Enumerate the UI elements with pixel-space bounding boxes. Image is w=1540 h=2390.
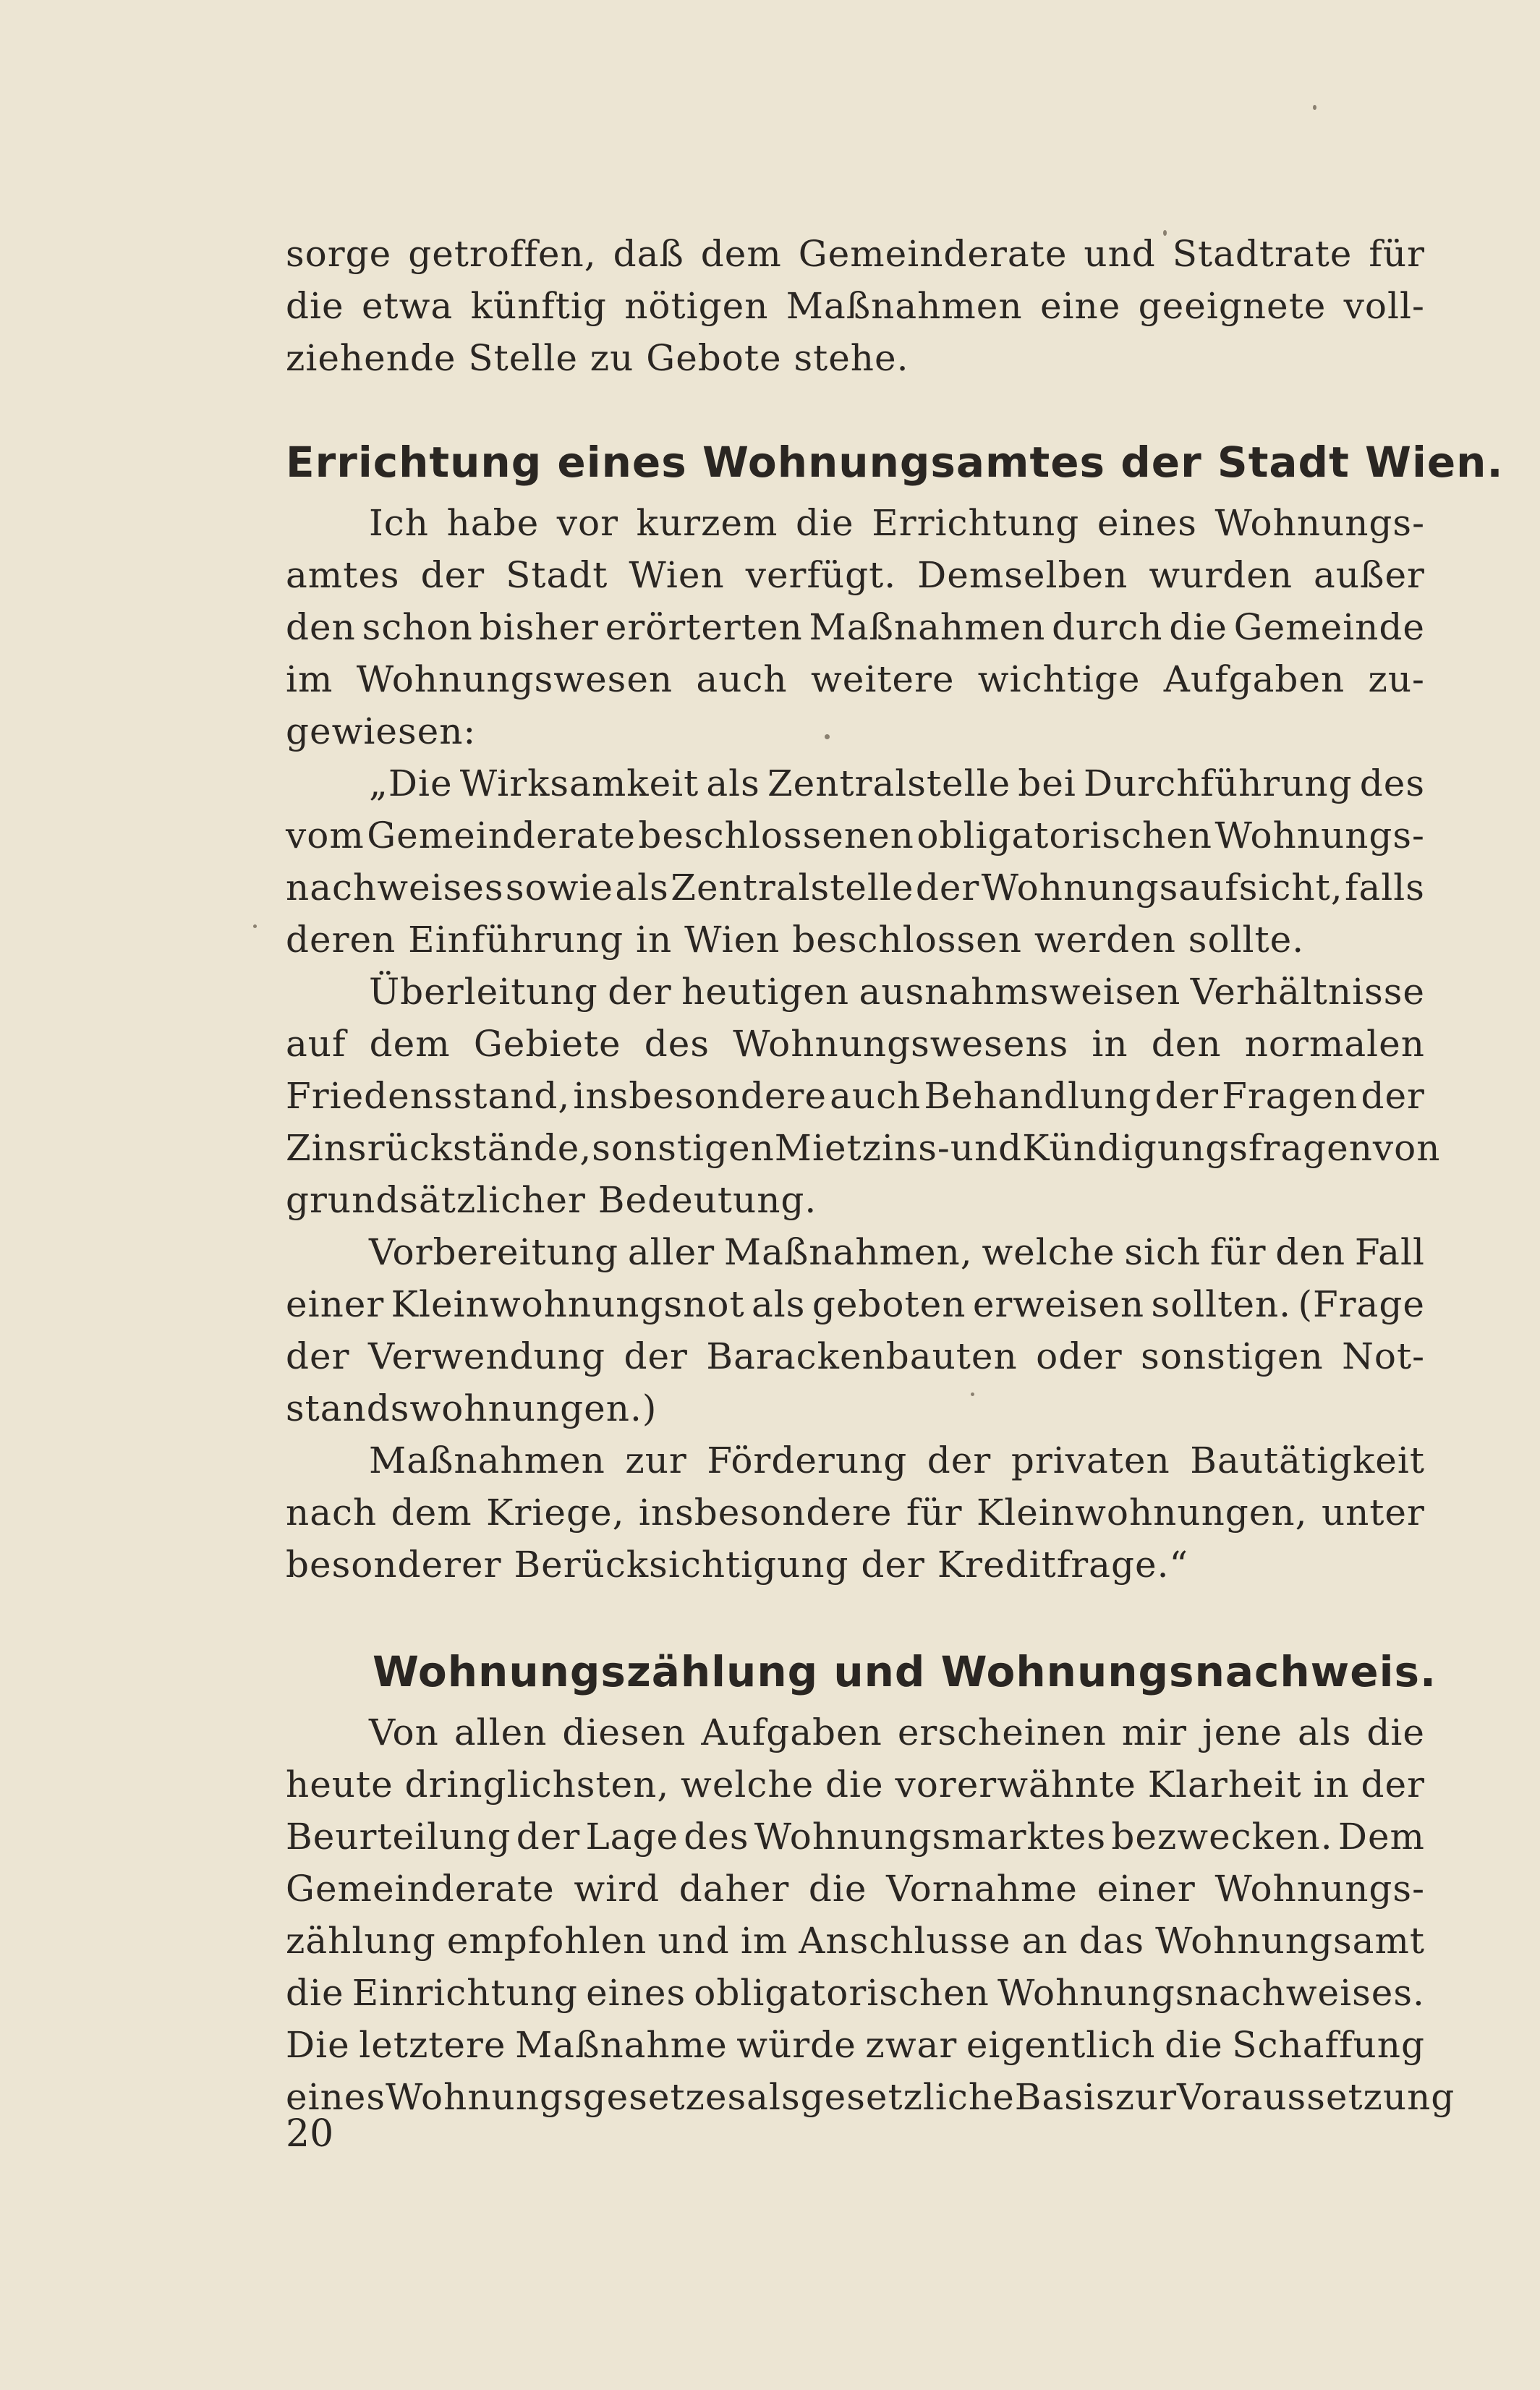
word: von	[1372, 1127, 1441, 1169]
word: zur	[1115, 2076, 1178, 2118]
word: Wohnungswesen	[356, 658, 673, 700]
text-line	[286, 1070, 1425, 1122]
word: mir	[1121, 1711, 1188, 1753]
word: Gemeinderate	[367, 815, 636, 856]
text-line	[286, 601, 1425, 653]
text-line	[286, 809, 1425, 862]
word: normalen	[1244, 1023, 1425, 1065]
word: welche	[982, 1231, 1115, 1273]
word: für	[906, 1492, 963, 1534]
word: und	[950, 1127, 1023, 1169]
word: den	[1275, 1231, 1346, 1273]
word: Maßnahme	[515, 2024, 728, 2066]
word: daß	[613, 233, 684, 275]
word: eines	[286, 2076, 386, 2118]
text-line: deren Einführung in Wien beschlossen werden sollte.	[286, 919, 1305, 961]
word: Die	[286, 2024, 350, 2066]
word: schon	[362, 606, 473, 648]
word: der	[1361, 1075, 1425, 1117]
paragraph-5	[286, 1226, 1425, 1434]
paragraph-2	[286, 497, 1425, 757]
word: der	[1361, 1764, 1425, 1806]
word: Schaffung	[1232, 2024, 1425, 2066]
word: allen	[454, 1711, 548, 1753]
text-line	[286, 2019, 1425, 2071]
word: Wohnungsaufsicht,	[981, 867, 1343, 909]
text-line	[286, 497, 1425, 549]
word: dringlichsten,	[404, 1764, 670, 1806]
word: für	[1209, 1231, 1267, 1273]
word: insbesondere	[573, 1075, 827, 1117]
text-line	[286, 1226, 1425, 1278]
word: Maßnahmen,	[723, 1231, 973, 1273]
word: falls	[1344, 867, 1425, 909]
word: im	[740, 1920, 788, 1962]
word: diesen	[562, 1711, 686, 1753]
word: in	[1092, 1023, 1128, 1065]
word: für	[1369, 233, 1425, 275]
word: kurzem	[636, 502, 778, 544]
word: an	[1021, 1920, 1068, 1962]
word: jene	[1202, 1711, 1282, 1753]
text-line	[286, 1759, 1425, 1811]
word: als	[746, 2076, 801, 2118]
word: Überleitung	[369, 971, 598, 1013]
text-line	[286, 1967, 1425, 2019]
word: Fragen	[1222, 1075, 1358, 1117]
word: den	[286, 606, 356, 648]
word: des	[644, 1023, 710, 1065]
word: Klarheit	[1147, 1764, 1302, 1806]
word: vor	[556, 502, 619, 544]
word: eines	[586, 1972, 686, 2014]
word: Bautätigkeit	[1190, 1439, 1425, 1481]
word: empfohlen	[446, 1920, 647, 1962]
word: als	[706, 762, 760, 804]
word: und	[658, 1920, 730, 1962]
word: die	[1169, 606, 1228, 648]
word: Wohnungsamt	[1155, 1920, 1425, 1962]
word: die	[1366, 1711, 1425, 1753]
word: habe	[446, 502, 540, 544]
word: etwa	[361, 285, 454, 327]
text-line	[286, 280, 1425, 332]
text-line: gewiesen:	[286, 710, 477, 752]
word: getroffen,	[408, 233, 597, 275]
paper-speck	[1313, 105, 1316, 110]
word: erscheinen	[897, 1711, 1107, 1753]
word: Vornahme	[886, 1868, 1078, 1910]
word: dem	[391, 1492, 472, 1534]
paper-speck	[825, 734, 830, 739]
word: sowie	[505, 867, 614, 909]
word: vom	[286, 815, 365, 856]
text-line: standswohnungen.)	[286, 1387, 658, 1429]
word: der	[624, 1335, 688, 1377]
word: Friedensstand,	[286, 1075, 571, 1117]
word: außer	[1314, 554, 1425, 596]
word: nötigen	[624, 285, 769, 327]
word: (Frage	[1298, 1283, 1425, 1325]
text-line	[286, 757, 1425, 809]
word: Fall	[1354, 1231, 1425, 1273]
word: Stadtrate	[1172, 233, 1353, 275]
word: Kriege,	[486, 1492, 625, 1534]
word: unter	[1321, 1492, 1425, 1534]
word: amtes	[286, 554, 400, 596]
text-line	[286, 1811, 1425, 1863]
word: oder	[1036, 1335, 1123, 1377]
paragraph-4	[286, 966, 1441, 1226]
word: Lage	[585, 1816, 679, 1858]
word: Wohnungsmarktes	[754, 1816, 1107, 1858]
word: verfügt.	[745, 554, 897, 596]
word: dem	[700, 233, 782, 275]
word: heutigen	[681, 971, 850, 1013]
word: Anschlusse	[799, 1920, 1011, 1962]
word: Förderung	[707, 1439, 908, 1481]
page-number: 20	[286, 2112, 334, 2156]
word: Wohnungs-	[1214, 815, 1425, 856]
word: würde	[736, 2024, 856, 2066]
word: die	[808, 1868, 867, 1910]
page-body	[286, 228, 1504, 2123]
word: wird	[574, 1868, 660, 1910]
word: zur	[625, 1439, 687, 1481]
word: wurden	[1149, 554, 1293, 596]
word: Dem	[1337, 1816, 1425, 1858]
word: Beurteilung	[286, 1816, 511, 1858]
word: Wohnungsnachweises.	[997, 1972, 1425, 2014]
word: die	[286, 285, 344, 327]
word: wichtige	[977, 658, 1141, 700]
word: im	[286, 658, 333, 700]
word: die	[796, 502, 854, 544]
word: als	[751, 1283, 806, 1325]
word: die	[825, 1764, 884, 1806]
word: Gemeinderate	[798, 233, 1068, 275]
word: letztere	[359, 2024, 506, 2066]
text-line	[286, 1330, 1425, 1382]
word: beschlossenen	[638, 815, 914, 856]
text-line	[286, 1434, 1425, 1487]
paper-speck	[1163, 230, 1167, 236]
word: aller	[627, 1231, 715, 1273]
word: Demselben	[917, 554, 1128, 596]
word: Zinsrückstände,	[286, 1127, 592, 1169]
word: Vorbereitung	[369, 1231, 619, 1273]
word: bisher	[479, 606, 599, 648]
word: geboten	[812, 1283, 966, 1325]
word: sich	[1124, 1231, 1201, 1273]
word: Gemeinderate	[286, 1868, 555, 1910]
text-line: grundsätzlicher Bedeutung.	[286, 1179, 817, 1221]
word: Aufgaben	[1163, 658, 1345, 700]
word: Stadt	[506, 554, 608, 596]
word: Maßnahmen	[786, 285, 1023, 327]
word: Aufgaben	[701, 1711, 882, 1753]
word: auch	[696, 658, 788, 700]
word: Von	[369, 1711, 439, 1753]
word: Verwendung	[367, 1335, 605, 1377]
paragraph-6	[286, 1434, 1425, 1591]
paragraph-7	[286, 1706, 1455, 2123]
word: eine	[1039, 285, 1121, 327]
word: Voraussetzung	[1177, 2076, 1455, 2118]
word: durch	[1052, 606, 1163, 648]
word: Kleinwohnungen,	[976, 1492, 1308, 1534]
word: zu-	[1368, 658, 1425, 700]
text-line	[286, 1487, 1425, 1539]
word: auch	[830, 1075, 922, 1117]
word: der	[1154, 1075, 1219, 1117]
word: Gebiete	[473, 1023, 621, 1065]
word: auf	[286, 1023, 346, 1065]
paper-speck	[971, 1392, 974, 1396]
word: Wohnungs-	[1214, 1868, 1425, 1910]
word: Wohnungswesens	[733, 1023, 1069, 1065]
word: weitere	[810, 658, 955, 700]
word: sonstigen	[1141, 1335, 1324, 1377]
word: Zentralstelle	[767, 762, 1011, 804]
word: Maßnahmen	[809, 606, 1046, 648]
text-line	[286, 1863, 1425, 1915]
word: Maßnahmen	[369, 1439, 605, 1481]
word: gesetzliche	[800, 2076, 1015, 2118]
paragraph-1	[286, 228, 1425, 384]
word: Durchführung	[1084, 762, 1353, 804]
word: künftig	[470, 285, 607, 327]
word: sollten.	[1151, 1283, 1292, 1325]
word: sonstigen	[592, 1127, 775, 1169]
word: in	[1313, 1764, 1350, 1806]
word: Barackenbauten	[706, 1335, 1018, 1377]
word: ausnahmsweisen	[859, 971, 1181, 1013]
word: die	[1165, 2024, 1223, 2066]
word: insbesondere	[638, 1492, 893, 1534]
word: der	[608, 971, 672, 1013]
word: Errichtung	[872, 502, 1080, 544]
paragraph-3	[286, 757, 1425, 966]
section-heading-wohnungszaehlung: Wohnungszählung und Wohnungsnachweis.	[373, 1647, 1437, 1696]
word: obligatorischen	[694, 1972, 990, 2014]
word: Zentralstelle	[671, 867, 914, 909]
word: obligatorischen	[916, 815, 1213, 856]
word: Wirksamkeit	[459, 762, 699, 804]
word: der	[420, 554, 485, 596]
word: Ich	[369, 502, 429, 544]
text-line	[286, 2071, 1455, 2123]
word: bezwecken.	[1111, 1816, 1333, 1858]
word: Verhältnisse	[1190, 971, 1425, 1013]
word: das	[1079, 1920, 1145, 1962]
text-line	[286, 1706, 1425, 1759]
word: voll-	[1343, 285, 1425, 327]
word: einer	[286, 1283, 385, 1325]
word: Kleinwohnungsnot	[391, 1283, 745, 1325]
word: der	[286, 1335, 350, 1377]
word: als	[1297, 1711, 1352, 1753]
section-heading-wohnungsamt: Errichtung eines Wohnungsamtes der Stadt Wien.	[286, 438, 1504, 487]
word: dem	[369, 1023, 451, 1065]
paper-speck	[253, 924, 257, 928]
word: welche	[681, 1764, 814, 1806]
word: und	[1084, 233, 1156, 275]
word: der	[516, 1816, 581, 1858]
text-line	[286, 228, 1425, 280]
text-line	[286, 549, 1425, 601]
word: heute	[286, 1764, 393, 1806]
word: Wohnungs-	[1214, 502, 1425, 544]
text-line	[286, 1122, 1441, 1174]
text-line	[286, 1018, 1425, 1070]
word: Einrichtung	[352, 1972, 578, 2014]
word: nachweises	[286, 867, 504, 909]
word: erweisen	[972, 1283, 1145, 1325]
word: Mietzins-	[774, 1127, 950, 1169]
word: Wohnungsgesetzes	[386, 2076, 747, 2118]
word: Basis	[1014, 2076, 1115, 2118]
word: als	[615, 867, 669, 909]
word: vorerwähnte	[895, 1764, 1136, 1806]
word: der	[927, 1439, 992, 1481]
word: eigentlich	[966, 2024, 1156, 2066]
word: Behandlung	[924, 1075, 1152, 1117]
word: „Die	[369, 762, 453, 804]
word: nach	[286, 1492, 378, 1534]
word: privaten	[1011, 1439, 1170, 1481]
text-line	[286, 653, 1425, 705]
word: erörterten	[605, 606, 803, 648]
word: geeignete	[1138, 285, 1327, 327]
word: daher	[678, 1868, 790, 1910]
word: eines	[1097, 502, 1197, 544]
text-line	[286, 1915, 1425, 1967]
word: bei	[1018, 762, 1076, 804]
text-line: besonderer Berücksichtigung der Kreditfrage.“	[286, 1544, 1189, 1586]
word: des	[1359, 762, 1425, 804]
word: den	[1151, 1023, 1222, 1065]
word: die	[286, 1972, 344, 2014]
text-line: ziehende Stelle zu Gebote stehe.	[286, 337, 909, 379]
word: Wien	[629, 554, 725, 596]
word: des	[684, 1816, 749, 1858]
word: der	[915, 867, 980, 909]
word: einer	[1097, 1868, 1196, 1910]
word: zwar	[865, 2024, 958, 2066]
word: Not-	[1342, 1335, 1425, 1377]
word: sorge	[286, 233, 392, 275]
text-line	[286, 862, 1425, 914]
text-line	[286, 966, 1425, 1018]
text-line	[286, 1278, 1425, 1330]
word: Gemeinde	[1233, 606, 1425, 648]
word: Kündigungsfragen	[1022, 1127, 1373, 1169]
word: zählung	[286, 1920, 436, 1962]
